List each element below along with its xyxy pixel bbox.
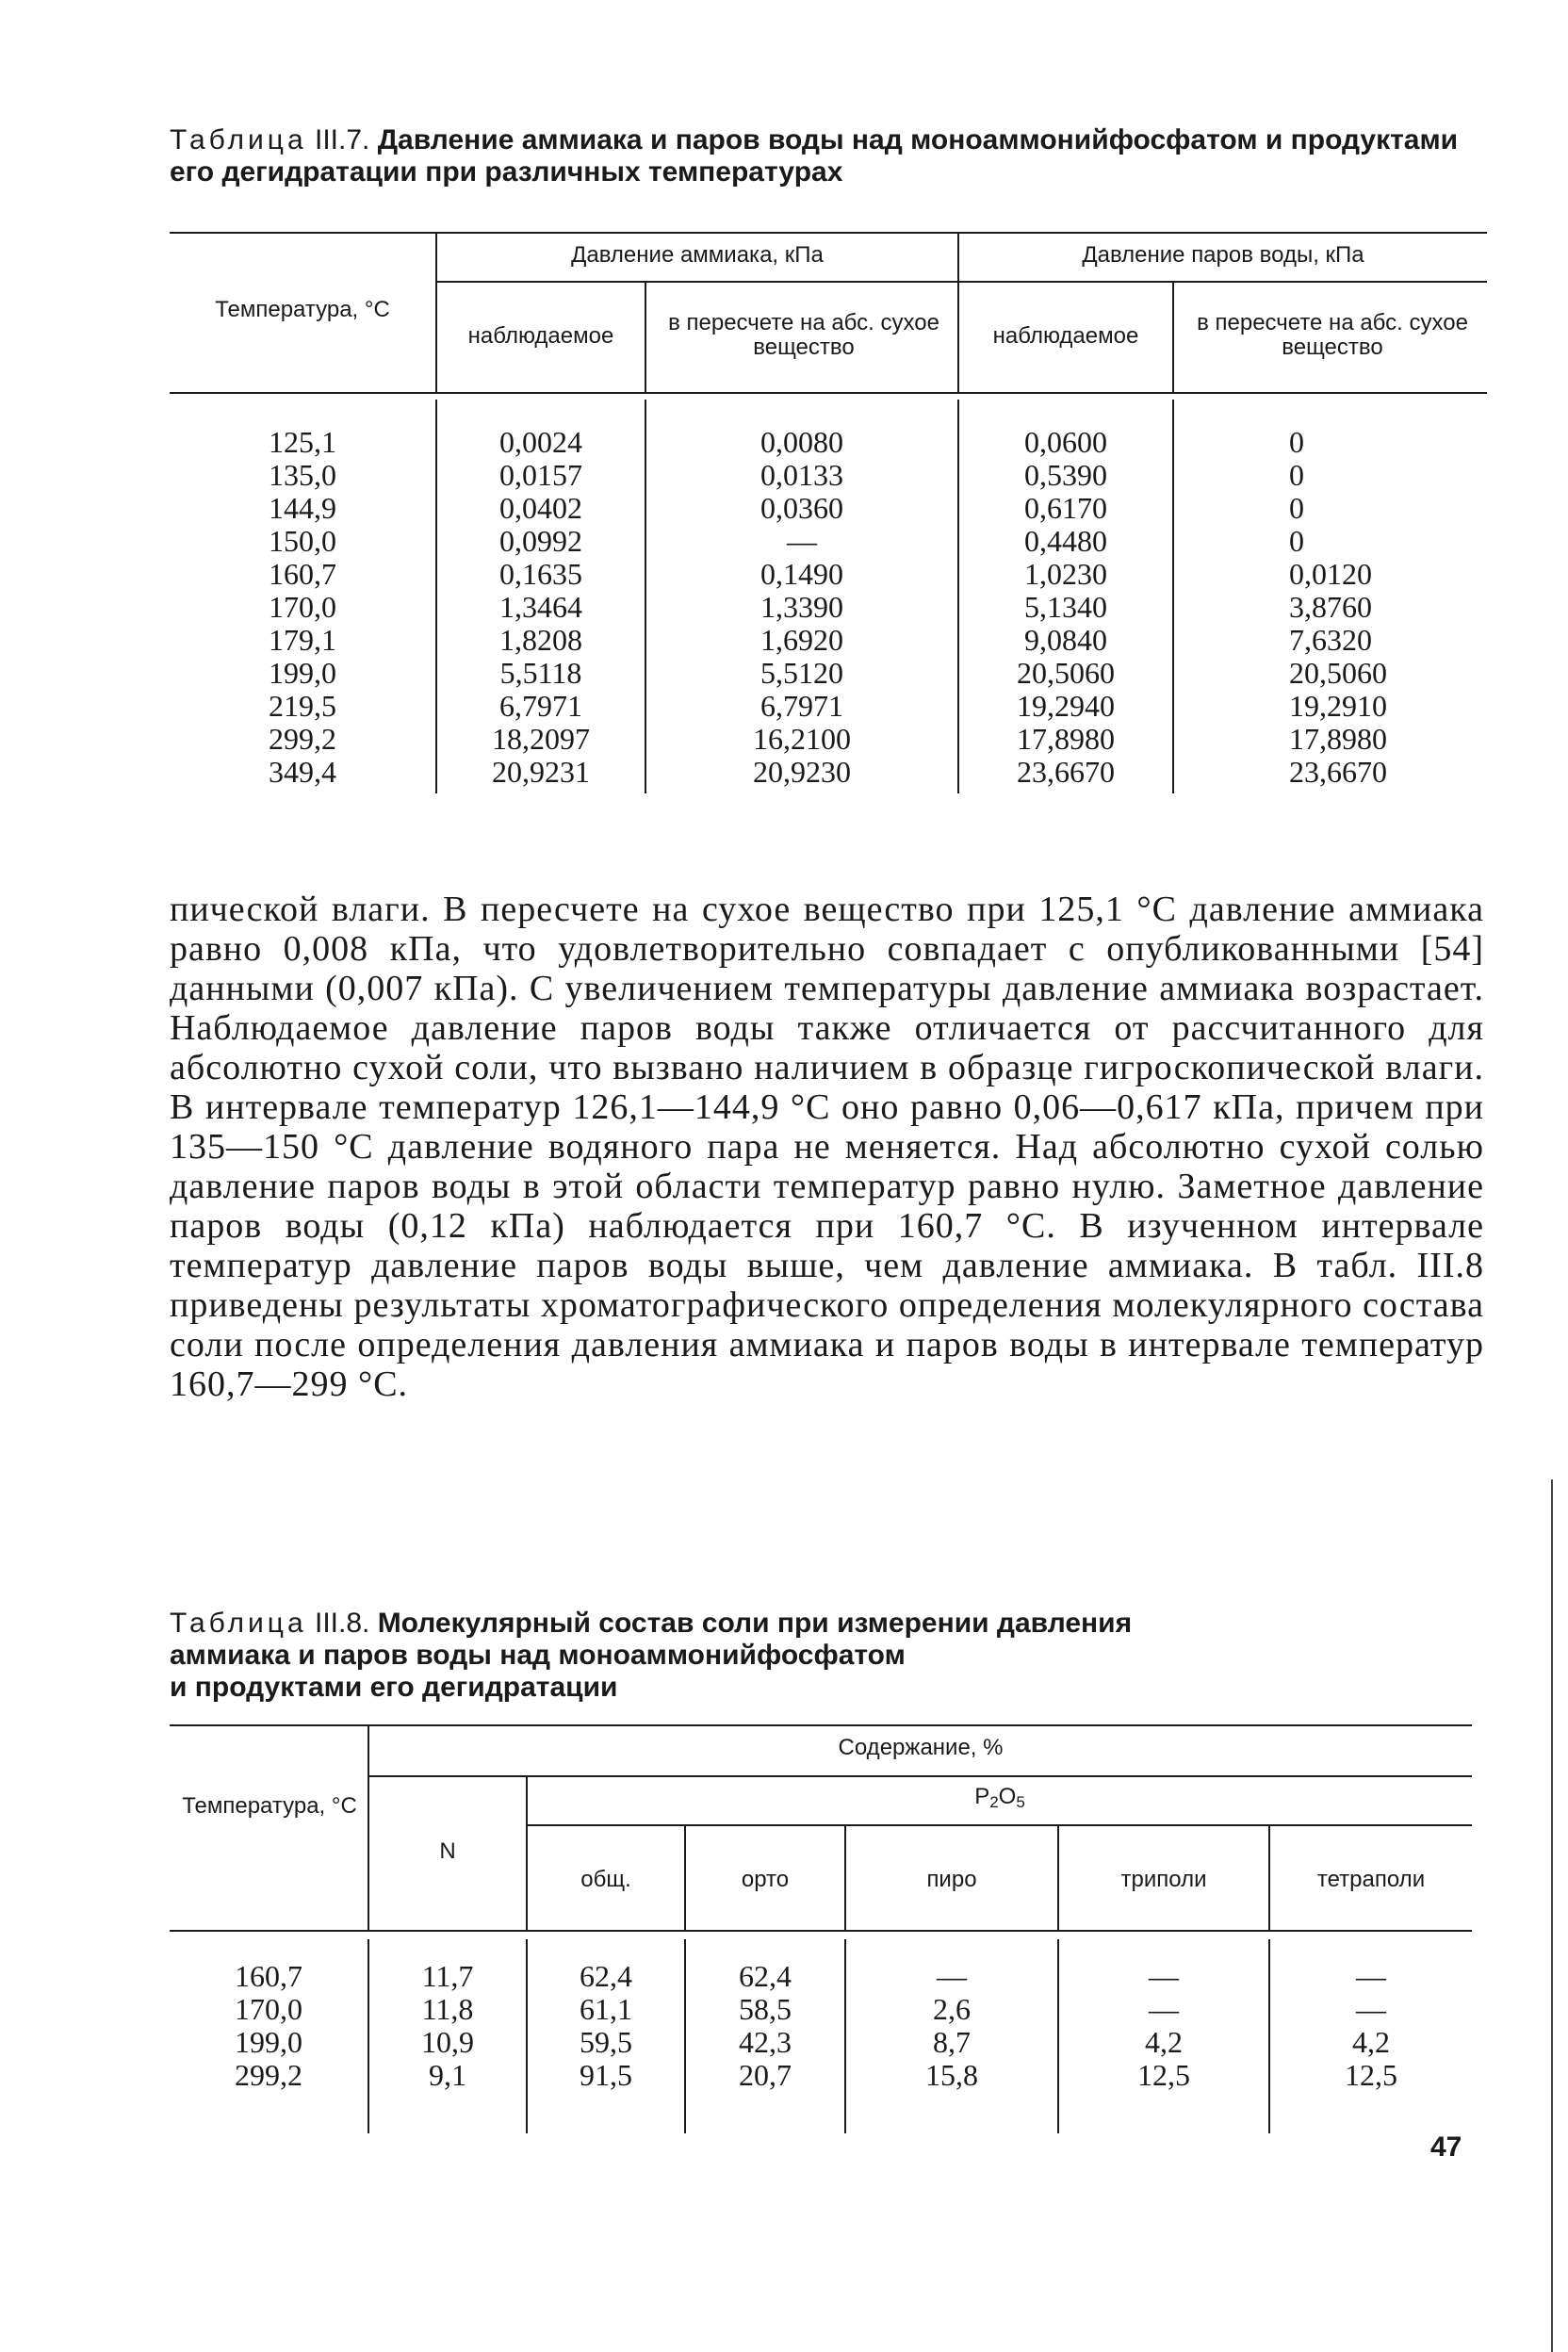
table1-col-h2o-dry bbox=[1289, 426, 1459, 789]
table2-title-line-3: и продуктами его дегидратации bbox=[170, 1672, 618, 1703]
table2-title-line-2: аммиака и паров воды над моноаммонийфосфатом bbox=[170, 1640, 906, 1671]
table1-cell-temperature: 150,0 bbox=[269, 524, 336, 558]
table1-header-h2o-observed: наблюдаемое bbox=[992, 323, 1139, 349]
table1-cell-h2o-observed: 0,4480 bbox=[1024, 524, 1107, 558]
table1-cell-h2o-observed: 1,0230 bbox=[1024, 557, 1107, 591]
table1-cell-h2o-dry: 19,2910 bbox=[1289, 689, 1387, 723]
table2-col-pyro bbox=[846, 1960, 1057, 2092]
table1-cell-temperature: 170,0 bbox=[269, 590, 336, 624]
table1-col-nh3-dry bbox=[646, 426, 957, 789]
table1-cell-nh3-dry: 1,3390 bbox=[760, 590, 843, 624]
table2-cell-temperature: 170,0 bbox=[235, 1992, 302, 2026]
table1-cell-nh3-observed: 0,0992 bbox=[499, 524, 582, 558]
table1-cell-h2o-dry: 7,6320 bbox=[1289, 623, 1372, 657]
table2-header-n: N bbox=[439, 1838, 456, 1864]
table2-top-rule bbox=[170, 1724, 1472, 1726]
table1-top-rule bbox=[170, 232, 1487, 234]
table2-cell-total: 91,5 bbox=[580, 2058, 632, 2092]
table2-cell-ortho: 42,3 bbox=[739, 2025, 792, 2059]
table1-header-bottom-rule bbox=[170, 392, 1487, 394]
table2-header-bottom-rule bbox=[170, 1930, 1472, 1932]
table2-cell-pyro: 15,8 bbox=[925, 2058, 978, 2092]
table2-cell-ortho: 58,5 bbox=[739, 1992, 792, 2026]
table2-cell-temperature: 160,7 bbox=[235, 1959, 302, 1993]
table1-header-nh3-dry: в пересчете на абс. сухое вещество bbox=[668, 310, 939, 360]
table2-cell-n: 10,9 bbox=[421, 2025, 474, 2059]
table1-cell-nh3-observed: 0,1635 bbox=[499, 557, 582, 591]
table2-p2o5-rule bbox=[528, 1824, 1472, 1826]
table1-col-h2o-observed bbox=[959, 426, 1172, 789]
table2-cell-ortho: 20,7 bbox=[739, 2058, 792, 2092]
table1-cell-nh3-dry: 20,9230 bbox=[753, 755, 851, 789]
table2-cell-total: 59,5 bbox=[580, 2025, 632, 2059]
table1-cell-h2o-dry: 0 bbox=[1289, 458, 1304, 492]
table2-cell-tripoly: 4,2 bbox=[1145, 2025, 1183, 2059]
table1-cell-nh3-observed: 1,3464 bbox=[499, 590, 582, 624]
table1-header-water: Давление паров воды, кПа bbox=[1082, 242, 1364, 268]
table2-cell-tetrapoly: — bbox=[1356, 1992, 1386, 2026]
table2-number: III.8. bbox=[314, 1608, 370, 1639]
table1-cell-h2o-dry: 23,6670 bbox=[1289, 755, 1387, 789]
table1-col-temperature bbox=[170, 426, 435, 789]
table1-number: III.7. bbox=[314, 124, 370, 155]
table2-header-pyro: пиро bbox=[926, 1867, 977, 1892]
table1-cell-nh3-observed: 0,0024 bbox=[499, 425, 582, 459]
table2-group-rule bbox=[368, 1775, 1472, 1777]
p2o5-sub-2: 2 bbox=[989, 1793, 999, 1811]
table2-cell-temperature: 199,0 bbox=[235, 2025, 302, 2059]
table2-header-tripoly: триполи bbox=[1120, 1867, 1207, 1892]
table1-cell-h2o-dry: 20,5060 bbox=[1289, 656, 1387, 690]
p2o5-p: P bbox=[974, 1784, 990, 1809]
body-paragraph: пической влаги. В пересчете на сухое вещество при 125,1 °С давление аммиака равно 0,008 кПа, что удовлетворительно совпадает с опубликованными [54] данными (0,007 кПа). С увеличением температуры давление аммиака возрастает. Наблюдаемое давление паров воды также отличается от рассчитанного для абсолютно сухой соли, что вызвано наличием в образце гигроскопической влаги. В интервале температур 126,1—144,9 °С оно равно 0,06—0,617 кПа, причем при 135—150 °С давление водяного пара не меняется. Над абсолютно сухой солью давление паров воды в этой области температур равно нулю. Заметное давление паров воды (0,12 кПа) наблюдается при 160,7 °С. В изученном интервале температур давление паров воды выше, чем давление аммиака. В табл. III.8 приведены результаты хроматографического определения молекулярного состава соли после определения давления аммиака и паров воды в интервале температур 160,7—299 °С. bbox=[170, 890, 1484, 1404]
table2-cell-tetrapoly: 4,2 bbox=[1352, 2025, 1390, 2059]
table1-group-rule bbox=[435, 281, 1487, 283]
table1-cell-temperature: 219,5 bbox=[269, 689, 336, 723]
table1-cell-h2o-observed: 0,6170 bbox=[1024, 491, 1107, 525]
table2-cell-tetrapoly: 12,5 bbox=[1345, 2058, 1397, 2092]
table1-cell-h2o-dry: 17,8980 bbox=[1289, 722, 1387, 756]
table1-cell-nh3-dry: 0,0080 bbox=[760, 425, 843, 459]
table1-cell-nh3-observed: 0,0402 bbox=[499, 491, 582, 525]
table1-cell-h2o-observed: 0,0600 bbox=[1024, 425, 1107, 459]
table1-cell-h2o-dry: 0 bbox=[1289, 491, 1304, 525]
table1-cell-h2o-dry: 3,8760 bbox=[1289, 590, 1372, 624]
table1-header-ammonia: Давление аммиака, кПа bbox=[571, 242, 824, 268]
table2-cell-pyro: 8,7 bbox=[933, 2025, 971, 2059]
table2-col-n bbox=[369, 1960, 526, 2092]
table1-cell-temperature: 349,4 bbox=[269, 755, 336, 789]
table1-cell-h2o-observed: 23,6670 bbox=[1017, 755, 1115, 789]
table1-cell-temperature: 179,1 bbox=[269, 623, 336, 657]
table2-caption bbox=[170, 1608, 1489, 1704]
table1-cell-nh3-observed: 20,9231 bbox=[492, 755, 590, 789]
table1-caption bbox=[170, 124, 1489, 188]
table2-cell-total: 61,1 bbox=[580, 1992, 632, 2026]
table1-cell-h2o-observed: 17,8980 bbox=[1017, 722, 1115, 756]
table1-cell-nh3-observed: 1,8208 bbox=[499, 623, 582, 657]
table2-cell-tetrapoly: — bbox=[1356, 1959, 1386, 1993]
table2-header-content: Содержание, % bbox=[838, 1735, 1004, 1760]
table1-cell-nh3-observed: 6,7971 bbox=[499, 689, 582, 723]
table1-cell-temperature: 144,9 bbox=[269, 491, 336, 525]
table2-col-tetrapoly bbox=[1270, 1960, 1472, 2092]
table1-cell-h2o-observed: 20,5060 bbox=[1017, 656, 1115, 690]
p2o5-o: O bbox=[998, 1784, 1017, 1809]
table2-col-temperature bbox=[170, 1960, 368, 2092]
table1-cell-nh3-dry: 5,5120 bbox=[760, 656, 843, 690]
table2-cell-tripoly: — bbox=[1149, 1992, 1179, 2026]
table1-header-temperature: Температура, °С bbox=[215, 297, 390, 322]
table2-cell-tripoly: 12,5 bbox=[1137, 2058, 1190, 2092]
table1-cell-temperature: 199,0 bbox=[269, 656, 336, 690]
table1-header-h2o-dry: в пересчете на абс. сухое вещество bbox=[1197, 310, 1468, 360]
table2-header-p2o5 bbox=[528, 1785, 1472, 1815]
table2-cell-pyro: 2,6 bbox=[933, 1992, 971, 2026]
table1-cell-nh3-dry: 6,7971 bbox=[760, 689, 843, 723]
p2o5-sub-5: 5 bbox=[1016, 1793, 1025, 1811]
table2-cell-n: 11,8 bbox=[421, 1992, 474, 2026]
table2-header-ortho: орто bbox=[741, 1867, 790, 1892]
table1-cell-nh3-dry: 1,6920 bbox=[760, 623, 843, 657]
table1-cell-h2o-observed: 9,0840 bbox=[1024, 623, 1107, 657]
table1-header-nh3-observed: наблюдаемое bbox=[467, 323, 614, 349]
table1-cell-nh3-observed: 0,0157 bbox=[499, 458, 582, 492]
table2-title-line-1: Молекулярный состав соли при измерении давления bbox=[377, 1608, 1133, 1639]
page-number: 47 bbox=[1430, 2132, 1462, 2163]
table2-cell-total: 62,4 bbox=[580, 1959, 632, 1993]
table1-cell-h2o-observed: 19,2940 bbox=[1017, 689, 1115, 723]
table1-vline bbox=[645, 283, 646, 394]
table1-cell-h2o-observed: 0,5390 bbox=[1024, 458, 1107, 492]
table1-col-nh3-observed bbox=[437, 426, 645, 789]
table1-cell-nh3-observed: 5,5118 bbox=[499, 656, 582, 690]
table1-cell-h2o-dry: 0,0120 bbox=[1289, 557, 1372, 591]
table1-cell-nh3-observed: 18,2097 bbox=[492, 722, 590, 756]
table1-cell-temperature: 160,7 bbox=[269, 557, 336, 591]
table1-cell-temperature: 135,0 bbox=[269, 458, 336, 492]
table1-vline bbox=[1172, 283, 1174, 394]
table1-cell-temperature: 299,2 bbox=[269, 722, 336, 756]
table2-cell-temperature: 299,2 bbox=[235, 2058, 302, 2092]
table2-cell-n: 11,7 bbox=[421, 1959, 474, 1993]
table1-cell-nh3-dry: — bbox=[787, 524, 817, 558]
table1-cell-temperature: 125,1 bbox=[269, 425, 336, 459]
table1-cell-h2o-dry: 0 bbox=[1289, 524, 1304, 558]
table2-cell-n: 9,1 bbox=[429, 2058, 466, 2092]
table2-header-temperature: Температура, °С bbox=[182, 1793, 357, 1819]
table1-title: Давление аммиака и паров воды над моноаммонийфосфатом и продуктами его дегидратации при различных температурах bbox=[170, 124, 1459, 188]
table1-cell-nh3-dry: 16,2100 bbox=[753, 722, 851, 756]
scan-edge-line bbox=[1551, 1479, 1553, 2352]
table2-cell-tripoly: — bbox=[1149, 1959, 1179, 1993]
table1-cell-h2o-dry: 0 bbox=[1289, 425, 1304, 459]
table2-header-total: общ. bbox=[580, 1867, 631, 1892]
table2-col-tripoly bbox=[1059, 1960, 1268, 2092]
table2-cell-pyro: — bbox=[937, 1959, 967, 1993]
table2-label: Таблица bbox=[170, 1608, 307, 1639]
table1-cell-nh3-dry: 0,0360 bbox=[760, 491, 843, 525]
table2-cell-ortho: 62,4 bbox=[739, 1959, 792, 1993]
table2-col-ortho bbox=[686, 1960, 844, 2092]
table1-vline bbox=[1172, 400, 1174, 793]
table2-col-total bbox=[528, 1960, 684, 2092]
table1-cell-h2o-observed: 5,1340 bbox=[1024, 590, 1107, 624]
table1-cell-nh3-dry: 0,1490 bbox=[760, 557, 843, 591]
table2-header-tetrapoly: тетраполи bbox=[1316, 1867, 1426, 1892]
table1-label: Таблица bbox=[170, 124, 307, 155]
table1-cell-nh3-dry: 0,0133 bbox=[760, 458, 843, 492]
